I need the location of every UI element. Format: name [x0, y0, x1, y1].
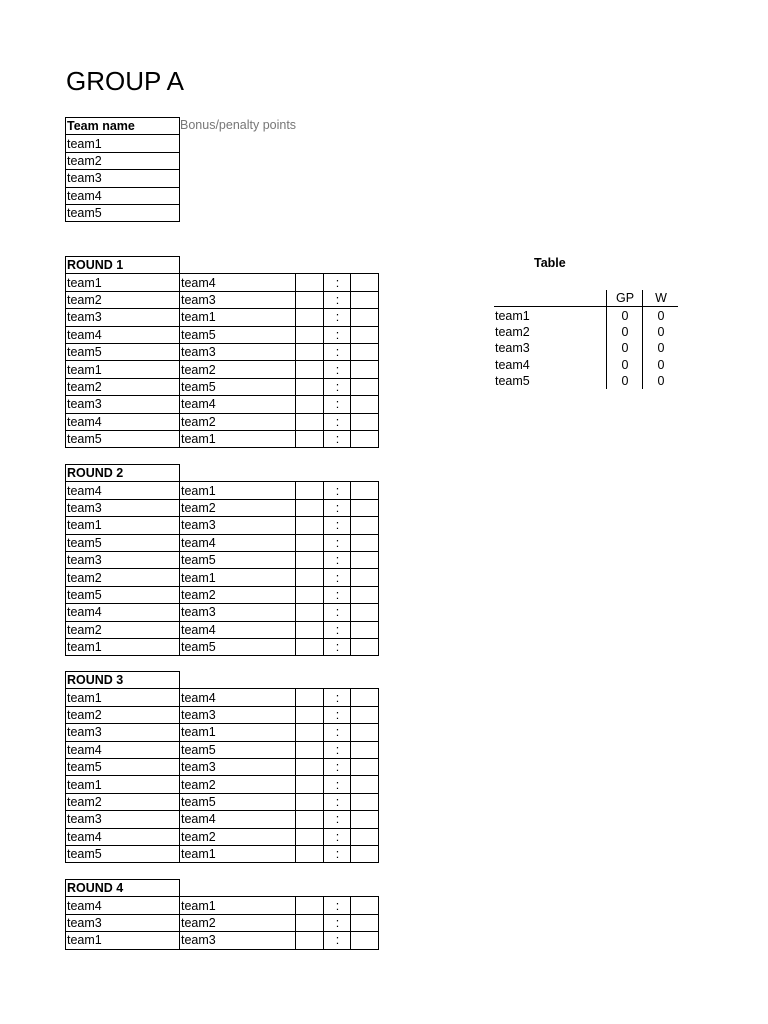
- away-team-cell[interactable]: team3: [180, 291, 296, 308]
- home-score-cell[interactable]: [296, 793, 324, 810]
- away-score-cell[interactable]: [351, 551, 379, 568]
- team-name-cell[interactable]: team3: [66, 170, 180, 187]
- empty-cell: [296, 672, 324, 689]
- home-team-cell[interactable]: team2: [66, 621, 180, 638]
- standings-gp[interactable]: 0: [607, 357, 643, 373]
- home-score-cell[interactable]: [296, 914, 324, 931]
- score-separator[interactable]: :: [324, 638, 351, 655]
- away-team-cell[interactable]: team2: [180, 776, 296, 793]
- score-separator[interactable]: :: [324, 413, 351, 430]
- match-row: [66, 932, 379, 949]
- standings-w[interactable]: 0: [643, 340, 679, 356]
- away-team-cell[interactable]: team3: [180, 517, 296, 534]
- home-team-cell[interactable]: team4: [66, 741, 180, 758]
- match-row: [66, 274, 379, 291]
- away-team-cell[interactable]: team1: [180, 845, 296, 862]
- match-row: [66, 291, 379, 308]
- match-row: [66, 706, 379, 723]
- match-row: [66, 551, 379, 568]
- away-team-cell[interactable]: team5: [180, 378, 296, 395]
- away-score-cell[interactable]: [351, 361, 379, 378]
- score-separator[interactable]: :: [324, 396, 351, 413]
- empty-cell: [351, 672, 379, 689]
- round-label[interactable]: ROUND 3: [66, 672, 180, 689]
- standings-gp[interactable]: 0: [607, 324, 643, 340]
- match-row: [66, 378, 379, 395]
- home-score-cell[interactable]: [296, 569, 324, 586]
- home-score-cell[interactable]: [296, 689, 324, 706]
- score-separator[interactable]: :: [324, 551, 351, 568]
- empty-cell: [296, 880, 324, 897]
- match-row: [66, 361, 379, 378]
- away-team-cell[interactable]: team4: [180, 396, 296, 413]
- home-team-cell[interactable]: team5: [66, 586, 180, 603]
- home-team-cell[interactable]: team2: [66, 793, 180, 810]
- score-separator[interactable]: :: [324, 793, 351, 810]
- away-score-cell[interactable]: [351, 430, 379, 447]
- round-header-row: [66, 672, 379, 689]
- score-separator[interactable]: :: [324, 274, 351, 291]
- away-score-cell[interactable]: [351, 309, 379, 326]
- home-score-cell[interactable]: [296, 724, 324, 741]
- away-score-cell[interactable]: [351, 482, 379, 499]
- home-team-cell[interactable]: team1: [66, 517, 180, 534]
- away-score-cell[interactable]: [351, 724, 379, 741]
- match-row: [66, 776, 379, 793]
- score-separator[interactable]: :: [324, 621, 351, 638]
- away-team-cell[interactable]: team2: [180, 586, 296, 603]
- home-score-cell[interactable]: [296, 343, 324, 360]
- home-score-cell[interactable]: [296, 482, 324, 499]
- away-team-cell[interactable]: team2: [180, 914, 296, 931]
- away-score-cell[interactable]: [351, 845, 379, 862]
- match-row: [66, 326, 379, 343]
- home-team-cell[interactable]: team1: [66, 638, 180, 655]
- match-row: [66, 343, 379, 360]
- match-row: [66, 811, 379, 828]
- away-team-cell[interactable]: team1: [180, 724, 296, 741]
- score-separator[interactable]: :: [324, 378, 351, 395]
- away-team-cell[interactable]: team5: [180, 638, 296, 655]
- match-row: [66, 793, 379, 810]
- away-team-cell[interactable]: team3: [180, 706, 296, 723]
- score-separator[interactable]: :: [324, 361, 351, 378]
- home-team-cell[interactable]: team1: [66, 776, 180, 793]
- home-score-cell[interactable]: [296, 517, 324, 534]
- round-header-row: [66, 880, 379, 897]
- home-score-cell[interactable]: [296, 638, 324, 655]
- home-score-cell[interactable]: [296, 776, 324, 793]
- standings-header-gp: GP: [607, 290, 643, 307]
- standings-team[interactable]: team4: [495, 357, 530, 372]
- score-separator[interactable]: :: [324, 932, 351, 949]
- standings-title: Table: [534, 256, 566, 270]
- standings-row: [494, 324, 678, 340]
- away-team-cell[interactable]: team5: [180, 793, 296, 810]
- score-separator[interactable]: :: [324, 811, 351, 828]
- away-score-cell[interactable]: [351, 689, 379, 706]
- home-score-cell[interactable]: [296, 291, 324, 308]
- home-team-cell[interactable]: team4: [66, 326, 180, 343]
- score-separator[interactable]: :: [324, 430, 351, 447]
- away-team-cell[interactable]: team2: [180, 828, 296, 845]
- score-separator[interactable]: :: [324, 776, 351, 793]
- standings-table: [494, 290, 678, 389]
- away-score-cell[interactable]: [351, 776, 379, 793]
- away-score-cell[interactable]: [351, 413, 379, 430]
- standings-header-blank: [494, 290, 607, 307]
- score-separator[interactable]: :: [324, 291, 351, 308]
- home-team-cell[interactable]: team5: [66, 430, 180, 447]
- home-team-cell[interactable]: team4: [66, 897, 180, 914]
- home-score-cell[interactable]: [296, 361, 324, 378]
- home-team-cell[interactable]: team3: [66, 396, 180, 413]
- home-team-cell[interactable]: team1: [66, 274, 180, 291]
- home-score-cell[interactable]: [296, 378, 324, 395]
- away-team-cell[interactable]: team1: [180, 309, 296, 326]
- home-score-cell[interactable]: [296, 413, 324, 430]
- round-table: [65, 879, 379, 950]
- away-team-cell[interactable]: team2: [180, 361, 296, 378]
- match-row: [66, 758, 379, 775]
- home-team-cell[interactable]: team2: [66, 569, 180, 586]
- round-label[interactable]: ROUND 1: [66, 257, 180, 274]
- round-header-row: [66, 465, 379, 482]
- home-team-cell[interactable]: team2: [66, 291, 180, 308]
- away-team-cell[interactable]: team4: [180, 274, 296, 291]
- match-row: [66, 309, 379, 326]
- match-row: [66, 741, 379, 758]
- away-score-cell[interactable]: [351, 534, 379, 551]
- standings-row: [494, 307, 678, 324]
- empty-cell: [324, 880, 351, 897]
- empty-cell: [180, 880, 296, 897]
- home-score-cell[interactable]: [296, 499, 324, 516]
- away-score-cell[interactable]: [351, 638, 379, 655]
- standings-team[interactable]: team3: [495, 341, 530, 356]
- team-list: [65, 117, 180, 222]
- away-team-cell[interactable]: team1: [180, 569, 296, 586]
- standings-row: [494, 373, 678, 389]
- empty-cell: [351, 880, 379, 897]
- empty-cell: [324, 257, 351, 274]
- empty-cell: [351, 257, 379, 274]
- away-score-cell[interactable]: [351, 274, 379, 291]
- score-separator[interactable]: :: [324, 689, 351, 706]
- match-row: [66, 638, 379, 655]
- empty-cell: [296, 465, 324, 482]
- match-row: [66, 534, 379, 551]
- away-team-cell[interactable]: team3: [180, 604, 296, 621]
- match-row: [66, 430, 379, 447]
- empty-cell: [180, 465, 296, 482]
- home-team-cell[interactable]: team3: [66, 811, 180, 828]
- home-score-cell[interactable]: [296, 621, 324, 638]
- standings-team[interactable]: team1: [495, 308, 530, 323]
- match-row: [66, 482, 379, 499]
- score-separator[interactable]: :: [324, 326, 351, 343]
- home-score-cell[interactable]: [296, 326, 324, 343]
- away-score-cell[interactable]: [351, 621, 379, 638]
- score-separator[interactable]: :: [324, 706, 351, 723]
- round-table: [65, 671, 379, 863]
- home-team-cell[interactable]: team5: [66, 758, 180, 775]
- away-team-cell[interactable]: team1: [180, 482, 296, 499]
- standings-gp[interactable]: 0: [607, 340, 643, 356]
- home-team-cell[interactable]: team2: [66, 378, 180, 395]
- away-team-cell[interactable]: team2: [180, 413, 296, 430]
- bonus-penalty-label: Bonus/penalty points: [180, 118, 297, 132]
- away-team-cell[interactable]: team5: [180, 326, 296, 343]
- standings-team[interactable]: team5: [495, 374, 530, 389]
- empty-cell: [324, 465, 351, 482]
- home-team-cell[interactable]: team5: [66, 343, 180, 360]
- away-score-cell[interactable]: [351, 828, 379, 845]
- round-label[interactable]: ROUND 4: [66, 880, 180, 897]
- away-score-cell[interactable]: [351, 517, 379, 534]
- away-team-cell[interactable]: team4: [180, 689, 296, 706]
- round-table: [65, 256, 379, 448]
- home-score-cell[interactable]: [296, 897, 324, 914]
- standings-w[interactable]: 0: [643, 307, 679, 324]
- standings-header-row: [494, 290, 678, 307]
- home-team-cell[interactable]: team5: [66, 845, 180, 862]
- round-header-row: [66, 257, 379, 274]
- home-score-cell[interactable]: [296, 845, 324, 862]
- away-score-cell[interactable]: [351, 811, 379, 828]
- away-team-cell[interactable]: team2: [180, 499, 296, 516]
- match-row: [66, 517, 379, 534]
- standings-team[interactable]: team2: [495, 324, 530, 339]
- score-separator[interactable]: :: [324, 499, 351, 516]
- home-score-cell[interactable]: [296, 274, 324, 291]
- away-team-cell[interactable]: team3: [180, 932, 296, 949]
- standings-w[interactable]: 0: [643, 324, 679, 340]
- home-team-cell[interactable]: team3: [66, 551, 180, 568]
- away-team-cell[interactable]: team4: [180, 811, 296, 828]
- home-team-cell[interactable]: team2: [66, 706, 180, 723]
- home-score-cell[interactable]: [296, 811, 324, 828]
- score-separator[interactable]: :: [324, 741, 351, 758]
- away-team-cell[interactable]: team1: [180, 430, 296, 447]
- standings-gp[interactable]: 0: [607, 373, 643, 389]
- score-separator[interactable]: :: [324, 309, 351, 326]
- away-score-cell[interactable]: [351, 741, 379, 758]
- away-team-cell[interactable]: team5: [180, 551, 296, 568]
- home-score-cell[interactable]: [296, 741, 324, 758]
- away-team-cell[interactable]: team3: [180, 343, 296, 360]
- away-team-cell[interactable]: team4: [180, 621, 296, 638]
- home-score-cell[interactable]: [296, 932, 324, 949]
- score-separator[interactable]: :: [324, 604, 351, 621]
- standings-w[interactable]: 0: [643, 373, 679, 389]
- away-team-cell[interactable]: team3: [180, 758, 296, 775]
- home-team-cell[interactable]: team4: [66, 604, 180, 621]
- match-row: [66, 396, 379, 413]
- match-row: [66, 914, 379, 931]
- away-score-cell[interactable]: [351, 586, 379, 603]
- home-team-cell[interactable]: team1: [66, 932, 180, 949]
- home-score-cell[interactable]: [296, 604, 324, 621]
- score-separator[interactable]: :: [324, 534, 351, 551]
- home-score-cell[interactable]: [296, 309, 324, 326]
- standings-row: [494, 357, 678, 373]
- home-team-cell[interactable]: team5: [66, 534, 180, 551]
- score-separator[interactable]: :: [324, 897, 351, 914]
- score-separator[interactable]: :: [324, 828, 351, 845]
- empty-cell: [180, 257, 296, 274]
- away-score-cell[interactable]: [351, 758, 379, 775]
- away-score-cell[interactable]: [351, 706, 379, 723]
- home-score-cell[interactable]: [296, 706, 324, 723]
- round-table: [65, 464, 379, 656]
- match-row: [66, 413, 379, 430]
- match-row: [66, 724, 379, 741]
- away-score-cell[interactable]: [351, 932, 379, 949]
- away-score-cell[interactable]: [351, 897, 379, 914]
- score-separator[interactable]: :: [324, 482, 351, 499]
- home-team-cell[interactable]: team3: [66, 724, 180, 741]
- empty-cell: [296, 257, 324, 274]
- team-name-cell[interactable]: team5: [66, 204, 180, 221]
- match-row: [66, 499, 379, 516]
- score-separator[interactable]: :: [324, 517, 351, 534]
- team-name-cell[interactable]: team1: [66, 135, 180, 152]
- home-score-cell[interactable]: [296, 551, 324, 568]
- away-score-cell[interactable]: [351, 326, 379, 343]
- match-row: [66, 828, 379, 845]
- home-team-cell[interactable]: team1: [66, 361, 180, 378]
- away-score-cell[interactable]: [351, 291, 379, 308]
- home-team-cell[interactable]: team4: [66, 413, 180, 430]
- match-row: [66, 689, 379, 706]
- empty-cell: [324, 672, 351, 689]
- home-score-cell[interactable]: [296, 430, 324, 447]
- home-score-cell[interactable]: [296, 758, 324, 775]
- away-team-cell[interactable]: team4: [180, 534, 296, 551]
- standings-gp[interactable]: 0: [607, 307, 643, 324]
- home-score-cell[interactable]: [296, 396, 324, 413]
- score-separator[interactable]: :: [324, 586, 351, 603]
- standings-row: [494, 340, 678, 356]
- team-name-cell[interactable]: team4: [66, 187, 180, 204]
- score-separator[interactable]: :: [324, 914, 351, 931]
- home-team-cell[interactable]: team3: [66, 499, 180, 516]
- match-row: [66, 897, 379, 914]
- home-team-cell[interactable]: team4: [66, 482, 180, 499]
- home-team-cell[interactable]: team1: [66, 689, 180, 706]
- score-separator[interactable]: :: [324, 343, 351, 360]
- match-row: [66, 604, 379, 621]
- away-score-cell[interactable]: [351, 343, 379, 360]
- home-team-cell[interactable]: team3: [66, 914, 180, 931]
- group-title: GROUP A: [66, 66, 185, 96]
- home-team-cell[interactable]: team4: [66, 828, 180, 845]
- away-team-cell[interactable]: team5: [180, 741, 296, 758]
- away-score-cell[interactable]: [351, 793, 379, 810]
- empty-cell: [180, 672, 296, 689]
- score-separator[interactable]: :: [324, 758, 351, 775]
- match-row: [66, 845, 379, 862]
- team-name-header[interactable]: Team name: [66, 118, 180, 135]
- standings-header-w: W: [643, 290, 679, 307]
- home-score-cell[interactable]: [296, 534, 324, 551]
- away-score-cell[interactable]: [351, 396, 379, 413]
- match-row: [66, 621, 379, 638]
- team-name-cell[interactable]: team2: [66, 152, 180, 169]
- away-score-cell[interactable]: [351, 499, 379, 516]
- score-separator[interactable]: :: [324, 569, 351, 586]
- away-score-cell[interactable]: [351, 378, 379, 395]
- home-score-cell[interactable]: [296, 828, 324, 845]
- home-team-cell[interactable]: team3: [66, 309, 180, 326]
- away-score-cell[interactable]: [351, 914, 379, 931]
- match-row: [66, 569, 379, 586]
- score-separator[interactable]: :: [324, 724, 351, 741]
- score-separator[interactable]: :: [324, 845, 351, 862]
- match-row: [66, 586, 379, 603]
- away-team-cell[interactable]: team1: [180, 897, 296, 914]
- empty-cell: [351, 465, 379, 482]
- round-label[interactable]: ROUND 2: [66, 465, 180, 482]
- home-score-cell[interactable]: [296, 586, 324, 603]
- standings-w[interactable]: 0: [643, 357, 679, 373]
- away-score-cell[interactable]: [351, 569, 379, 586]
- away-score-cell[interactable]: [351, 604, 379, 621]
